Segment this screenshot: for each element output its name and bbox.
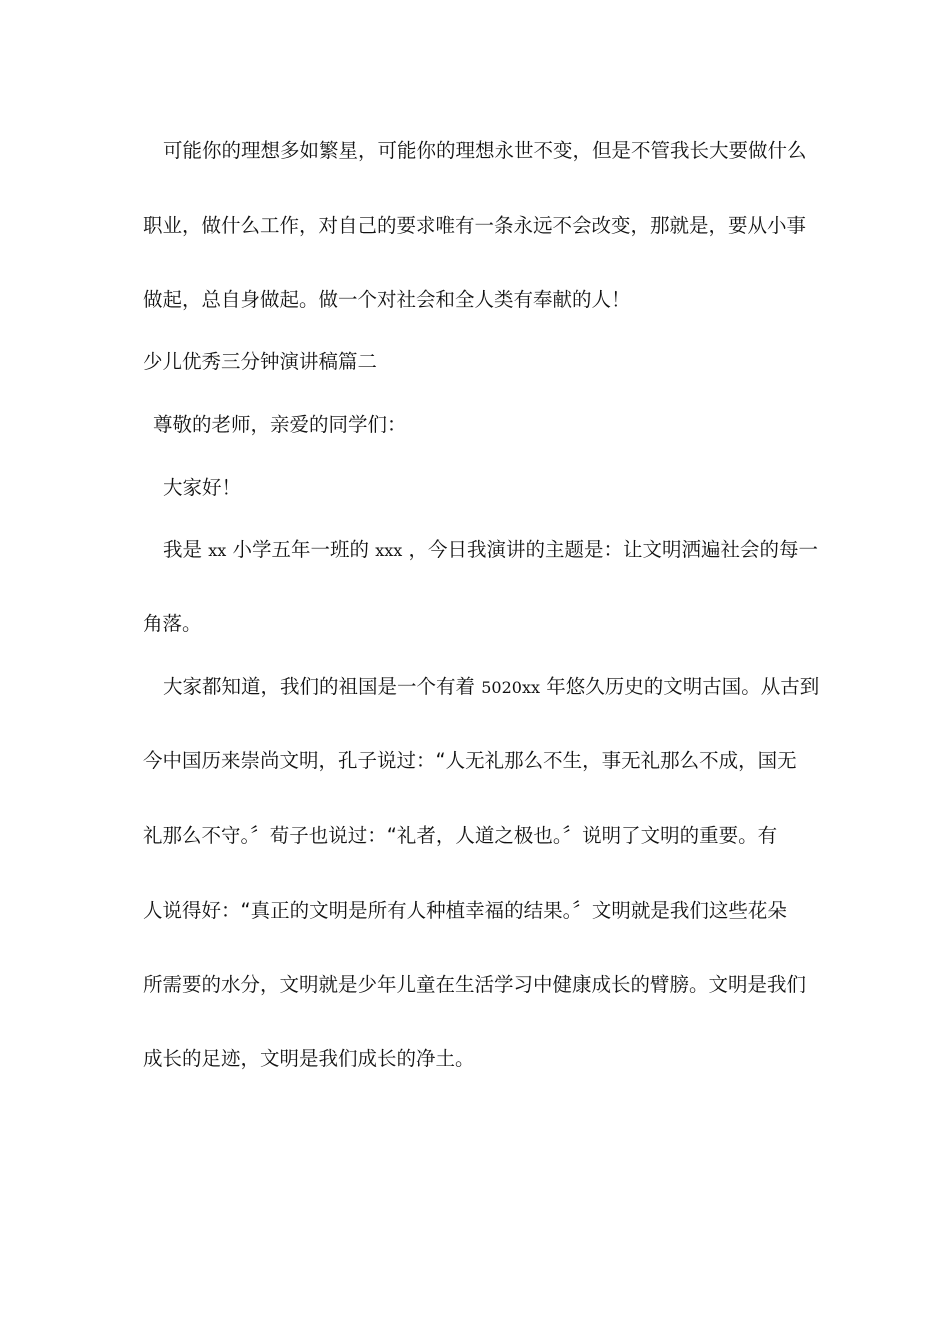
intro-line-continued: 角落。 [143, 612, 202, 635]
salutation-line: 尊敬的老师，亲爱的同学们： [153, 413, 407, 436]
history-text-2: 年悠久历史的文明古国。从古到 [546, 675, 820, 698]
paragraph-line-8: 今中国历来崇尚文明，孔子说过：“人无礼那么不生，事无礼那么不成，国无 [143, 749, 797, 772]
paragraph-line-12: 成长的足迹，文明是我们成长的净土。 [143, 1047, 475, 1070]
paragraph-line-11: 所需要的水分，文明就是少年儿童在生活学习中健康成长的臂膀。文明是我们 [143, 973, 807, 996]
paragraph-line-9: 礼那么不守。〞荀子也说过：“礼者，人道之极也。〞说明了文明的重要。有 [143, 824, 778, 847]
school-code: xx [208, 541, 227, 560]
intro-text-2: 小学五年一班的 [232, 538, 369, 561]
section-heading: 少儿优秀三分钟演讲稿篇二 [143, 350, 378, 373]
paragraph-line-3: 做起，总自身做起。做一个对社会和全人类有奉献的人！ [143, 288, 631, 311]
name-code: xxx [375, 541, 403, 560]
greeting-line: 大家好！ [163, 476, 242, 499]
history-years: 5020xx [481, 678, 540, 697]
intro-text-3: ，今日我演讲的主题是：让文明洒遍社会的每一 [408, 538, 818, 561]
paragraph-line-1: 可能你的理想多如繁星，可能你的理想永世不变，但是不管我长大要做什么 [163, 139, 807, 162]
intro-text-1: 我是 [163, 538, 203, 561]
paragraph-line-2: 职业，做什么工作，对自己的要求唯有一条永远不会改变，那就是，要从小事 [143, 214, 807, 237]
paragraph-line-10: 人说得好：“真正的文明是所有人种植幸福的结果。〞文明就是我们这些花朵 [143, 899, 787, 922]
history-text-1: 大家都知道，我们的祖国是一个有着 [163, 675, 476, 698]
intro-line [163, 536, 843, 565]
history-line [163, 673, 843, 702]
